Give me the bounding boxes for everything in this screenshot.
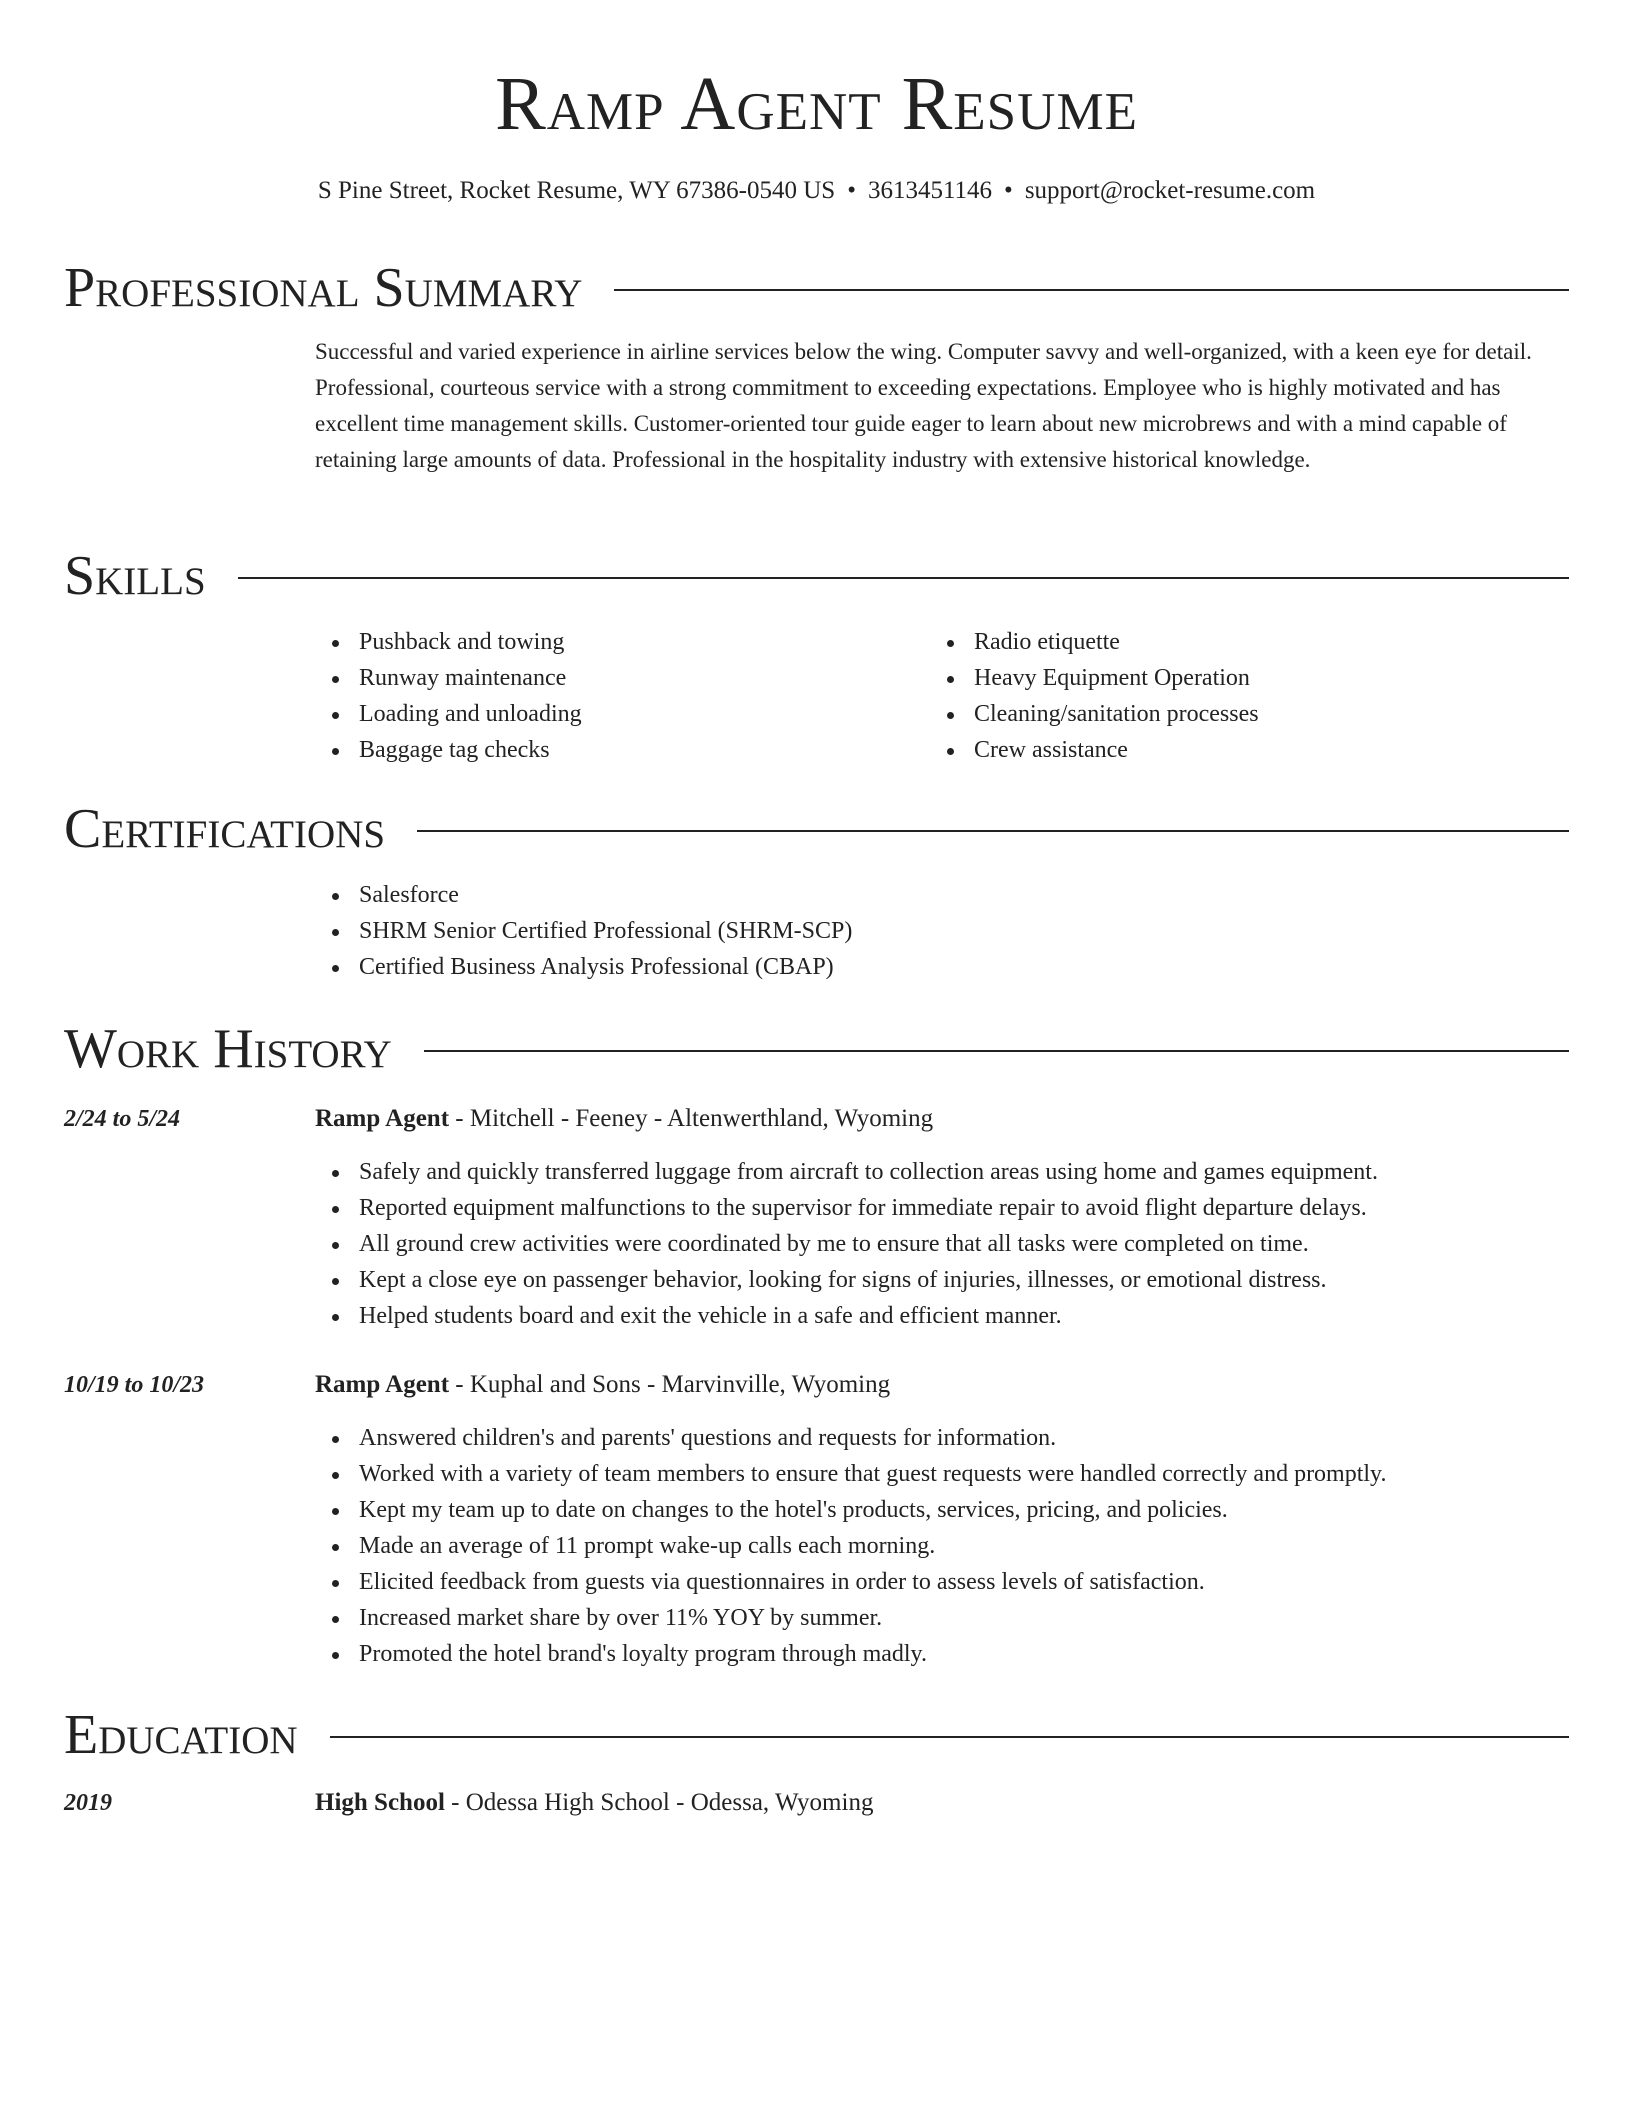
certifications-list-container — [315, 877, 1569, 985]
job-company: - Mitchell - Feeney - Altenwerthland, Wyoming — [449, 1105, 934, 1132]
skills-list-right — [930, 624, 1530, 768]
section-divider — [424, 1050, 1569, 1052]
section-divider — [238, 577, 1569, 579]
education-heading: Education — [64, 1704, 298, 1766]
summary-text: Successful and varied experience in airline services below the wing. Computer savvy and well-organized, with a keen eye for detail. Professional, courteous service with a strong commitment to exceeding expectations. Employee who is highly motivated and has excellent time management skills. Customer-oriented tour guide eager to learn about new microbrews and with a mind capable of retaining large amounts of data. Professional in the hospitality industry with extensive historical knowledge. — [315, 339, 1532, 472]
job-role: Ramp Agent — [315, 1371, 450, 1398]
section-divider — [417, 830, 1569, 832]
contact-separator: • — [1004, 177, 1013, 204]
job-dates: 10/19 to 10/23 — [64, 1372, 205, 1398]
certifications-section-header — [64, 797, 1569, 861]
job-bullet: Safely and quickly transferred luggage from aircraft to collection areas using home and games equipment. — [315, 1154, 1569, 1190]
job-title-line — [315, 1368, 890, 1402]
job-bullets-container — [315, 1420, 1569, 1672]
contact-separator: • — [847, 177, 856, 204]
job-dates: 2/24 to 5/24 — [64, 1106, 181, 1132]
job-bullet: Answered children's and parents' questions and requests for information. — [315, 1420, 1569, 1456]
education-school: - Odessa High School - Odessa, Wyoming — [444, 1789, 874, 1816]
education-degree: High School — [315, 1789, 445, 1816]
education-year: 2019 — [64, 1790, 112, 1816]
skill-item: Crew assistance — [930, 732, 1530, 768]
job-bullets-container — [315, 1154, 1569, 1334]
contact-address: S Pine Street, Rocket Resume, WY 67386-0540 US — [317, 177, 836, 204]
job-bullet: Promoted the hotel brand's loyalty program through madly. — [315, 1636, 1569, 1672]
skills-right-column — [930, 624, 1530, 768]
summary-section-header — [64, 256, 1569, 320]
skill-item: Radio etiquette — [930, 624, 1530, 660]
section-divider — [330, 1736, 1569, 1738]
job-bullet: Reported equipment malfunctions to the supervisor for immediate repair to avoid flight departure delays. — [315, 1190, 1569, 1226]
skills-heading: Skills — [64, 545, 206, 607]
skill-item: Pushback and towing — [315, 624, 915, 660]
job-bullet: Kept a close eye on passenger behavior, looking for signs of injuries, illnesses, or emotional distress. — [315, 1262, 1569, 1298]
contact-phone: 3613451146 — [867, 177, 993, 204]
skills-section-header — [64, 544, 1569, 608]
skill-item: Loading and unloading — [315, 696, 915, 732]
section-divider — [614, 289, 1569, 291]
summary-heading: Professional Summary — [64, 257, 583, 319]
education-section-header — [64, 1703, 1569, 1767]
education-title-line — [315, 1786, 873, 1820]
certification-item: SHRM Senior Certified Professional (SHRM-SCP) — [315, 913, 1569, 949]
skills-list-left — [315, 624, 915, 768]
job-bullet: Worked with a variety of team members to ensure that guest requests were handled correctly and promptly. — [315, 1456, 1569, 1492]
work-history-section-header — [64, 1017, 1569, 1081]
contact-line — [64, 174, 1569, 208]
job-bullet: Elicited feedback from guests via questionnaires in order to assess levels of satisfaction. — [315, 1564, 1569, 1600]
skill-item: Heavy Equipment Operation — [930, 660, 1530, 696]
certifications-list — [315, 877, 1569, 985]
job-bullet: Made an average of 11 prompt wake-up calls each morning. — [315, 1528, 1569, 1564]
job-title-line — [315, 1102, 933, 1136]
job-bullets — [315, 1154, 1569, 1334]
job-bullet: Helped students board and exit the vehicle in a safe and efficient manner. — [315, 1298, 1569, 1334]
certification-item: Salesforce — [315, 877, 1569, 913]
skill-item: Runway maintenance — [315, 660, 915, 696]
job-company: - Kuphal and Sons - Marvinville, Wyoming — [449, 1371, 891, 1398]
resume-title: Ramp Agent Resume — [495, 62, 1138, 146]
work-history-heading: Work History — [64, 1018, 392, 1080]
skill-item: Baggage tag checks — [315, 732, 915, 768]
job-bullet: All ground crew activities were coordinated by me to ensure that all tasks were completed on time. — [315, 1226, 1569, 1262]
contact-email: support@rocket-resume.com — [1024, 177, 1316, 204]
skill-item: Cleaning/sanitation processes — [930, 696, 1530, 732]
skills-left-column — [315, 624, 915, 768]
job-role: Ramp Agent — [315, 1105, 450, 1132]
job-bullets — [315, 1420, 1569, 1672]
certification-item: Certified Business Analysis Professional (CBAP) — [315, 949, 1569, 985]
job-bullet: Increased market share by over 11% YOY by summer. — [315, 1600, 1569, 1636]
certifications-heading: Certifications — [64, 798, 386, 860]
job-bullet: Kept my team up to date on changes to the hotel's products, services, pricing, and policies. — [315, 1492, 1569, 1528]
